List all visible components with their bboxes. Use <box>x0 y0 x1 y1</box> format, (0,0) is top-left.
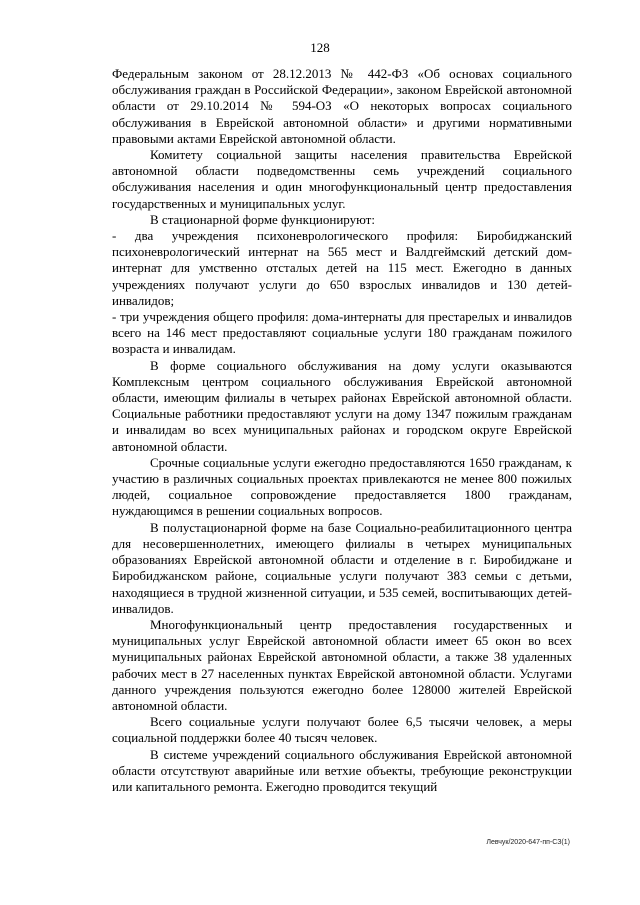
paragraph: В стационарной форме функционируют: <box>150 211 375 227</box>
paragraph: Многофункциональный центр предоставления государственных и муниципальных услуг Еврейской автономной области имеет 65 окон во всех муниципальных районах Еврейской автономной области, а также 38 удаленных рабочих мест в 27 населенных пунктах Еврейской автономной области. Услугами данного учреждения пользуются ежегодно более 128000 жителей Еврейской автономной области. <box>112 616 572 713</box>
paragraph: В форме социального обслуживания на дому услуги оказываются Комплексным центром социального обслуживания Еврейской автономной области, имеющим филиалы в четырех районах Еврейской автономной области. Социальные работники предоставляют услуги на дому 1347 пожилым гражданам и инвалидам во всех муниципальных районах и городском округе Еврейской автономной области. <box>112 357 572 454</box>
paragraph: В полустационарной форме на базе Социально-реабилитационного центра для несовершеннолетних, имеющего филиалы в четырех муниципальных образованиях Еврейской автономной области и отделение в г. Биробиджане и Биробиджанском районе, социальные услуги получают 383 семьи с детьми, находящиеся в трудной жизненной ситуации, и 535 семей, воспитывающих детей-инвалидов. <box>112 519 572 616</box>
paragraph: Комитету социальной защиты населения правительства Еврейской автономной области подведомственны семь учреждений социального обслуживания населения и один многофункциональный центр предоставления государственных и муниципальных услуг. <box>112 147 572 211</box>
page-number: 128 <box>310 40 330 55</box>
paragraph: В системе учреждений социального обслуживания Еврейской автономной области отсутствуют аварийные или ветхие объекты, требующие реконструкции или капитального ремонта. Ежегодно проводится текущий <box>112 746 572 794</box>
paragraph: Срочные социальные услуги ежегодно предоставляются 1650 гражданам, к участию в различных социальных проектах привлекаются не менее 800 пожилых людей, социальное сопровождение предоставляется 1800 гражданам, нуждающимся в решении социальных вопросов. <box>112 454 572 519</box>
document-code: Левчук/2020-647-пп-СЗ(1) <box>486 839 570 846</box>
list-item: - два учреждения психоневрологического профиля: Биробиджанский психоневрологический интернат на 565 мест и Валдгеймский детский дом-интернат для умственно отсталых детей на 115 мест. Ежегодно в данных учреждениях получают услуги до 650 взрослых инвалидов и 130 детей-инвалидов; <box>112 228 572 308</box>
list-item: - три учреждения общего профиля: дома-интернаты для престарелых и инвалидов всего на 146 мест предоставляют социальные услуги 180 гражданам пожилого возраста и инвалидам. <box>112 309 572 357</box>
paragraph: Федеральным законом от 28.12.2013 № 442-ФЗ «Об основах социального обслуживания граждан в Российской Федерации», законом Еврейской автономной области от 29.10.2014 № 594-ОЗ «О некоторых вопросах социального обслуживания в Еврейской автономной области» и другими нормативными правовыми актами Еврейской автономной области. <box>112 66 572 146</box>
paragraph: Всего социальные услуги получают более 6,5 тысячи человек, а меры социальной поддержки более 40 тысяч человек. <box>112 714 572 746</box>
document-body <box>112 66 572 795</box>
